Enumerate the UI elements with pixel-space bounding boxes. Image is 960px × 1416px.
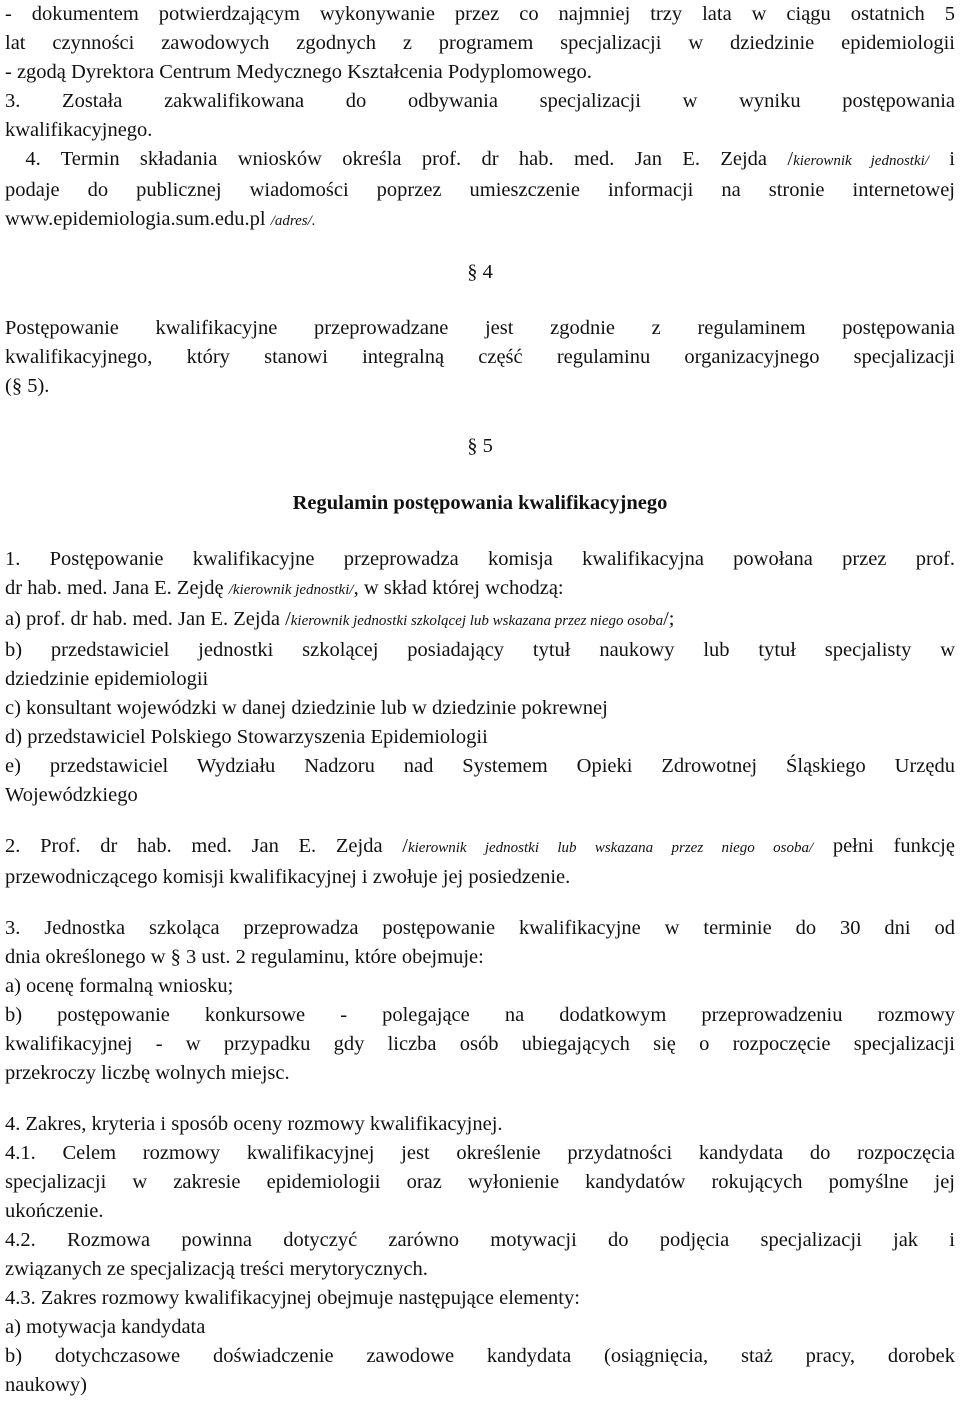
intro-line: - zgodą Dyrektora Centrum Medycznego Kształcenia Podyplomowego. — [5, 61, 592, 83]
s5-point-3-line: 3. Jednostka szkoląca przeprowadza postępowanie kwalifikacyjne w terminie do 30 dni od — [5, 917, 955, 939]
s5-point-2-text-end: pełni funkcję — [813, 835, 955, 857]
s5-point-4-3-item-a: a) motywacja kandydata — [5, 1316, 206, 1338]
section-5 — [5, 432, 955, 1400]
s5-point-2 — [5, 832, 955, 892]
s5-point-4 — [5, 1110, 955, 1400]
section-5-title: Regulamin postępowania kwalifikacyjnego — [292, 492, 668, 514]
s5-point-1 — [5, 545, 955, 810]
s5-item-d: d) przedstawiciel Polskiego Stowarzyszenia Epidemiologii — [5, 726, 488, 748]
s5-point-4-3: 4.3. Zakres rozmowy kwalifikacyjnej obejmuje następujące elementy: — [5, 1287, 580, 1309]
section-4-line: (§ 5). — [5, 375, 50, 397]
s5-point-1-line: 1. Postępowanie kwalifikacyjne przeprowadza komisja kwalifikacyjna powołana przez prof. — [5, 548, 955, 570]
s5-point-4-1: 4.1. Celem rozmowy kwalifikacyjnej jest określenie przydatności kandydata do rozpoczęcia — [5, 1142, 955, 1164]
intro-line: lat czynności zawodowych zgodnych z programem specjalizacji w dziedzinie epidemiologii — [5, 32, 955, 54]
s5-item-a-text: a) prof. dr hab. med. Jan E. Zejda / — [5, 608, 291, 630]
s5-point-4-3-item-b: naukowy) — [5, 1374, 87, 1396]
s5-point-1-text: dr hab. med. Jana E. Zejdę — [5, 577, 229, 599]
website-url: www.epidemiologia.sum.edu.pl — [5, 208, 271, 230]
s5-item-a — [5, 605, 955, 636]
s5-point-1-note: /kierownik jednostki/ — [228, 582, 354, 598]
s5-point-4-2: 4.2. Rozmowa powinna dotyczyć zarówno motywacji do podjęcia specjalizacji jak i — [5, 1229, 955, 1251]
s5-point-4-line: 4. Zakres, kryteria i sposób oceny rozmowy kwalifikacyjnej. — [5, 1113, 503, 1135]
s5-point-2-note: kierownik jednostki lub wskazana przez niego osoba/ — [407, 840, 814, 856]
point-4-text-end: i — [928, 148, 955, 170]
s5-point-3-item-b: kwalifikacyjnej - w przypadku gdy liczba osób ubiegających się o rozpoczęcie specjalizacji — [5, 1033, 955, 1055]
point-4-text: 4. Termin składania wniosków określa prof. dr hab. med. Jan E. Zejda / — [25, 148, 794, 170]
address-note: /adres/. — [270, 213, 316, 229]
point-4-line — [5, 145, 955, 176]
section-4-heading: § 4 — [467, 261, 493, 283]
s5-point-2-line: przewodniczącego komisji kwalifikacyjnej i zwołuje jej posiedzenie. — [5, 866, 571, 888]
point-3-paragraph — [5, 87, 955, 145]
section-4-line: Postępowanie kwalifikacyjne przeprowadzane jest zgodnie z regulaminem postępowania — [5, 317, 955, 339]
s5-point-4-1: specjalizacji w zakresie epidemiologii oraz wyłonienie kandydatów rokujących pomyślne jej — [5, 1171, 955, 1193]
section-4 — [5, 258, 955, 401]
s5-point-4-2: związanych ze specjalizacją treści merytorycznych. — [5, 1258, 428, 1280]
s5-point-2-text: 2. Prof. dr hab. med. Jan E. Zejda / — [5, 835, 408, 857]
s5-point-1-line — [5, 574, 955, 605]
s5-point-3-item-a: a) ocenę formalną wniosku; — [5, 975, 234, 997]
s5-item-a-note: kierownik jednostki szkolącej lub wskazana przez niego osoba — [290, 613, 664, 629]
s5-point-1-text-end: , w skład której wchodzą: — [353, 577, 564, 599]
s5-item-e: e) przedstawiciel Wydziału Nadzoru nad Systemem Opieki Zdrowotnej Śląskiego Urzędu — [5, 755, 955, 777]
s5-item-e: Wojewódzkiego — [5, 784, 138, 806]
intro-paragraph — [5, 0, 955, 87]
section-4-line: kwalifikacyjnego, który stanowi integralną część regulaminu organizacyjnego specjalizacji — [5, 346, 955, 368]
intro-line: - dokumentem potwierdzającym wykonywanie przez co najmniej trzy lata w ciągu ostatnich 5 — [5, 3, 955, 25]
s5-point-3-line: dnia określonego w § 3 ust. 2 regulaminu, które obejmuje: — [5, 946, 484, 968]
s5-item-b: b) przedstawiciel jednostki szkolącej posiadający tytuł naukowy lub tytuł specjalisty w — [5, 639, 955, 661]
s5-point-3-item-b: przekroczy liczbę wolnych miejsc. — [5, 1062, 290, 1084]
s5-item-a-end: /; — [663, 608, 675, 630]
section-5-heading: § 5 — [467, 435, 493, 457]
s5-point-3-item-b: b) postępowanie konkursowe - polegające na dodatkowym przeprowadzeniu rozmowy — [5, 1004, 955, 1026]
point-4-line — [5, 205, 955, 236]
s5-point-2-line — [5, 832, 955, 863]
point-3-line: 3. Została zakwalifikowana do odbywania specjalizacji w wyniku postępowania — [5, 90, 955, 112]
s5-point-4-3-item-b: b) dotychczasowe doświadczenie zawodowe kandydata (osiągnięcia, staż pracy, dorobek — [5, 1345, 955, 1367]
point-4-line: podaje do publicznej wiadomości poprzez umieszczenie informacji na stronie internetowej — [5, 179, 955, 201]
s5-item-c: c) konsultant wojewódzki w danej dziedzinie lub w dziedzinie pokrewnej — [5, 697, 608, 719]
s5-point-3 — [5, 914, 955, 1088]
s5-item-b: dziedzinie epidemiologii — [5, 668, 209, 690]
point-4-note: kierownik jednostki/ — [793, 153, 929, 169]
intro-block — [5, 0, 955, 236]
section-4-paragraph — [5, 314, 955, 401]
point-3-line: kwalifikacyjnego. — [5, 119, 153, 141]
point-4-paragraph — [5, 145, 955, 236]
s5-point-4-1: ukończenie. — [5, 1200, 104, 1222]
